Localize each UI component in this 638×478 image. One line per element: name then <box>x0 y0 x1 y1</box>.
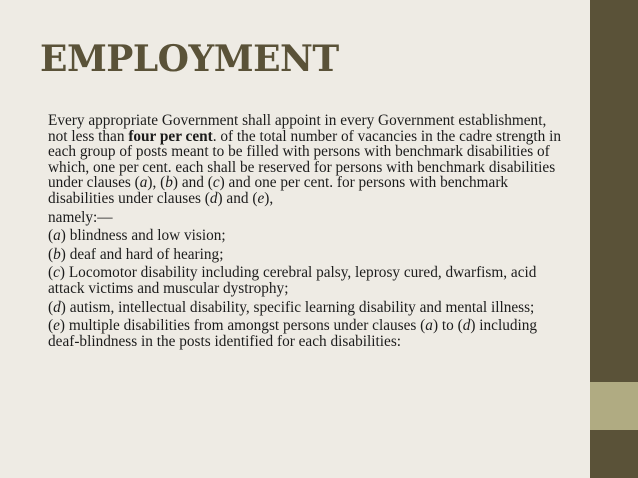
item-letter: d <box>53 298 61 316</box>
intro-text: ) and ( <box>217 189 258 207</box>
list-item: (e) multiple disabilities from amongst persons under clauses (a) to (d) including deaf-blindness in the posts identified for each disabilities: <box>48 317 538 350</box>
intro-text: ), <box>264 189 274 207</box>
item-letter: c <box>53 264 60 282</box>
item-text: autism, intellectual disability, specific learning disability and mental illness; <box>65 298 535 316</box>
item-text: deaf and hard of hearing; <box>65 245 224 263</box>
intro-text: ) and ( <box>172 174 213 192</box>
item-text: blindness and low vision; <box>65 227 226 245</box>
clause-ref: e <box>257 189 265 207</box>
slide-body <box>48 113 568 352</box>
side-bar-light-block <box>590 382 638 430</box>
intro-paragraph <box>48 113 568 207</box>
clause-ref: a <box>139 174 148 192</box>
side-bar-dark <box>590 0 638 382</box>
intro-text: ) and one per cent. for persons with benchmark disabilities under clauses ( <box>48 174 509 207</box>
side-bar-dark-bottom <box>590 430 638 478</box>
clause-ref: a <box>425 317 433 335</box>
item-letter: e <box>53 317 60 335</box>
item-text: multiple disabilities from amongst persons under clauses ( <box>65 317 426 335</box>
intro-bold-text: four per cent <box>128 127 213 145</box>
list-item: (c) Locomotor disability including cerebral palsy, leprosy cured, dwarfism, acid attack victims and muscular dystrophy; <box>48 264 537 297</box>
list-item: (d) autism, intellectual disability, specific learning disability and mental illness; <box>48 298 535 316</box>
intro-text: ), ( <box>147 174 166 192</box>
item-text: ) to ( <box>432 317 463 335</box>
item-letter: a <box>53 227 61 245</box>
item-text: Locomotor disability including cerebral palsy, leprosy cured, dwarfism, acid attack victims and muscular dystrophy; <box>48 264 537 297</box>
list-item: (b) deaf and hard of hearing; <box>48 245 224 263</box>
clause-ref: d <box>209 189 218 207</box>
intro-text: Every appropriate Government shall appoint in every Government establishment, not less than <box>48 112 547 145</box>
intro-text: . of the total number of vacancies in the cadre strength in each group of posts meant to be filled with persons with benchmark disabilities of which, one per cent. each shall be reserved for persons with benchmark disabilities under clauses ( <box>48 127 562 192</box>
slide-title: EMPLOYMENT <box>40 38 339 80</box>
clause-ref: c <box>212 174 220 192</box>
item-text: ) including deaf-blindness in the posts identified for each disabilities: <box>48 317 538 350</box>
item-letter: b <box>53 245 61 263</box>
clause-ref: b <box>165 174 173 192</box>
list-item: (a) blindness and low vision; <box>48 227 226 245</box>
clause-ref: d <box>462 317 471 335</box>
namely-line: namely:— <box>48 208 113 226</box>
